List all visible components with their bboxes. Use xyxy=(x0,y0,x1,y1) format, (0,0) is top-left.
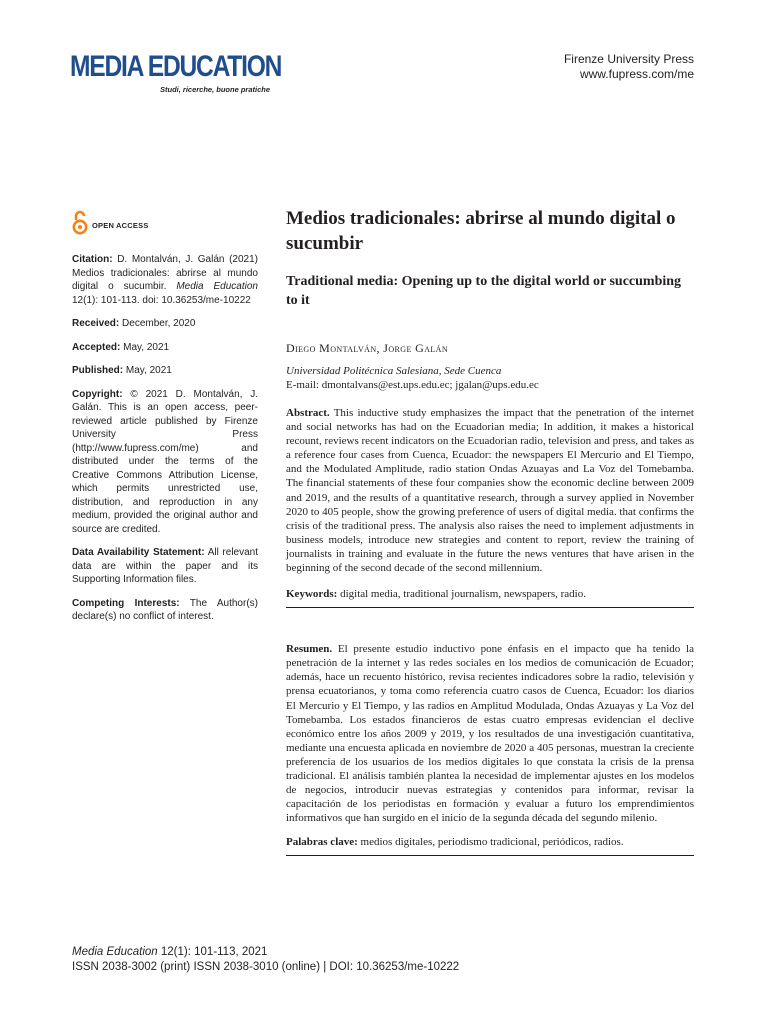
author-email: E-mail: dmontalvans@est.ups.edu.ec; jgalan@ups.edu.ec xyxy=(286,379,539,391)
abstract-label: Abstract. xyxy=(286,407,330,419)
published-value: May, 2021 xyxy=(125,365,172,376)
footer-citation xyxy=(72,945,459,960)
keywords-label: Keywords: xyxy=(286,588,338,601)
publisher-info xyxy=(564,52,694,82)
received-value: December, 2020 xyxy=(122,318,196,329)
accepted-label: Accepted: xyxy=(72,341,121,353)
citation-label: Citation: xyxy=(72,254,113,265)
palabras-clave xyxy=(286,835,694,849)
palabras-clave-text: medios digitales, periodismo tradicional, periódicos, radios. xyxy=(360,836,624,849)
resumen xyxy=(286,642,694,825)
abstract-text: This inductive study emphasizes the impact that the penetration of the internet and social networks has had on the Ecuadorian media; In addition, it makes a historical recount, reviews recent indicators on the Ecuadorian radio, television and press, and takes as a reference four cases from Cuenca, Ecuador: the newspapers El Mercurio and El Tiempo, and the Modulated Amplitude, radio station Ondas Azuayas and La Voz del Tomebamba. The financial statements of these four companies show the economic decline between 2009 and 2019, and the results of a quantitative research, through a survey applied in November 2020 to 405 people, show the growing preference of users of digital media. that confirms the crisis of the traditional press. The analysis also raises the need to implement adjustments in business models, introduce new strategies and content to report, review the training of journalists in training and evaluate in the future the news ventures that have arisen in the beginning of the second decade of the second millennium. xyxy=(286,407,694,575)
accepted-date xyxy=(72,341,258,355)
section-divider xyxy=(286,855,694,856)
received-date xyxy=(72,317,258,331)
published-label: Published: xyxy=(72,365,124,376)
citation-journal: Media Education xyxy=(176,281,258,292)
section-divider xyxy=(286,607,694,608)
open-access-label: OPEN ACCESS xyxy=(92,221,149,230)
journal-logo-title: MEDIA EDUCATION xyxy=(70,50,282,83)
data-availability-label: Data Availability Statement: xyxy=(72,547,205,558)
published-date xyxy=(72,364,258,378)
abstract xyxy=(286,406,694,575)
copyright-label: Copyright: xyxy=(72,388,123,400)
received-label: Received: xyxy=(72,318,120,329)
keywords xyxy=(286,587,694,601)
journal-logo xyxy=(70,50,282,94)
footer-journal: Media Education xyxy=(72,946,158,958)
palabras-clave-label: Palabras clave: xyxy=(286,836,358,849)
article-authors: Diego Montalván, Jorge Galán xyxy=(286,341,449,355)
resumen-text: El presente estudio inductivo pone énfasis en el impacto que ha tenido la penetración de la internet y las redes sociales en los medios de comunicación de Ecuador; además, hace un recuento histórico, revisa recientes indicadores sobre la radio, televisión y prensa ecuatorianos, y toma como referencia cuatro casos de Cuenca, Ecuador: los diarios El Mercurio y El Tiempo, y las radios en Amplitud Modulada, Ondas Azuayas y La Voz del Tomebamba. Los estados financieros de estas cuatro empresas evidencian el declive económico entre los años 2009 y 2019, y los resultados de una investigación cuantitativa, mediante una encuesta aplicada en noviembre de 2020 a 405 personas, muestran la creciente preferencia de los usuarios de los medios digitales lo que constata la crisis de la prensa tradicional. El análisis también plantea la necesidad de implementar ajustes en los modelos de negocios, introducir nuevas estrategias y contenidos para informar, revisar la capacitación de los periodistas en formación y evaluar a futuro los emprendimientos informativos que han surgido en el inicio de la segunda década del segundo milenio. xyxy=(286,643,694,825)
citation-doi: 12(1): 101-113. doi: 10.36253/me-10222 xyxy=(72,294,251,306)
publisher-name: Firenze University Press xyxy=(563,52,694,66)
article-main xyxy=(286,206,694,856)
citation xyxy=(72,253,258,307)
accepted-value: May, 2021 xyxy=(123,341,170,353)
page-footer xyxy=(72,945,459,974)
footer-issue: 12(1): 101-113, 2021 xyxy=(160,946,268,958)
article-title-en: Traditional media: Opening up to the digital world or succumbing to it xyxy=(286,274,682,308)
keywords-text: digital media, traditional journalism, newspapers, radio. xyxy=(340,588,586,601)
competing-interests-label: Competing Interests: xyxy=(72,597,180,609)
copyright xyxy=(72,388,258,537)
publisher-url[interactable]: www.fupress.com/me xyxy=(579,67,694,81)
copyright-text: © 2021 D. Montalván, J. Galán. This is an open access, peer-reviewed article published by Firenze University Press (http://www.fupress.com/me) and distributed under the terms of the Creative Commons Attribution License, which permits unrestricted use, distribution, and reproduction in any medium, provided the original author and source are credited. xyxy=(72,388,259,535)
competing-interests-text: The Author(s) declare(s) no conflict of interest. xyxy=(72,597,258,622)
footer-issn: ISSN 2038-3002 (print) ISSN 2038-3010 (online) | DOI: 10.36253/me-10222 xyxy=(72,960,460,973)
journal-logo-tagline: Studi, ricerche, buone pratiche xyxy=(160,85,271,94)
open-access-lock-icon xyxy=(72,210,88,236)
competing-interests xyxy=(72,597,258,624)
author-affiliation: Universidad Politécnica Salesiana, Sede Cuenca xyxy=(286,365,502,377)
citation-text: D. Montalván, J. Galán (2021) Medios tradicionales: abrirse al mundo digital o sucumbir. xyxy=(72,254,258,292)
article-title-es: Medios tradicionales: abrirse al mundo digital o sucumbir xyxy=(286,208,676,254)
article-metadata xyxy=(72,253,258,634)
data-availability-text: All relevant data are within the paper and its Supporting Information files. xyxy=(72,547,259,585)
data-availability xyxy=(72,546,258,587)
resumen-label: Resumen. xyxy=(286,643,333,656)
